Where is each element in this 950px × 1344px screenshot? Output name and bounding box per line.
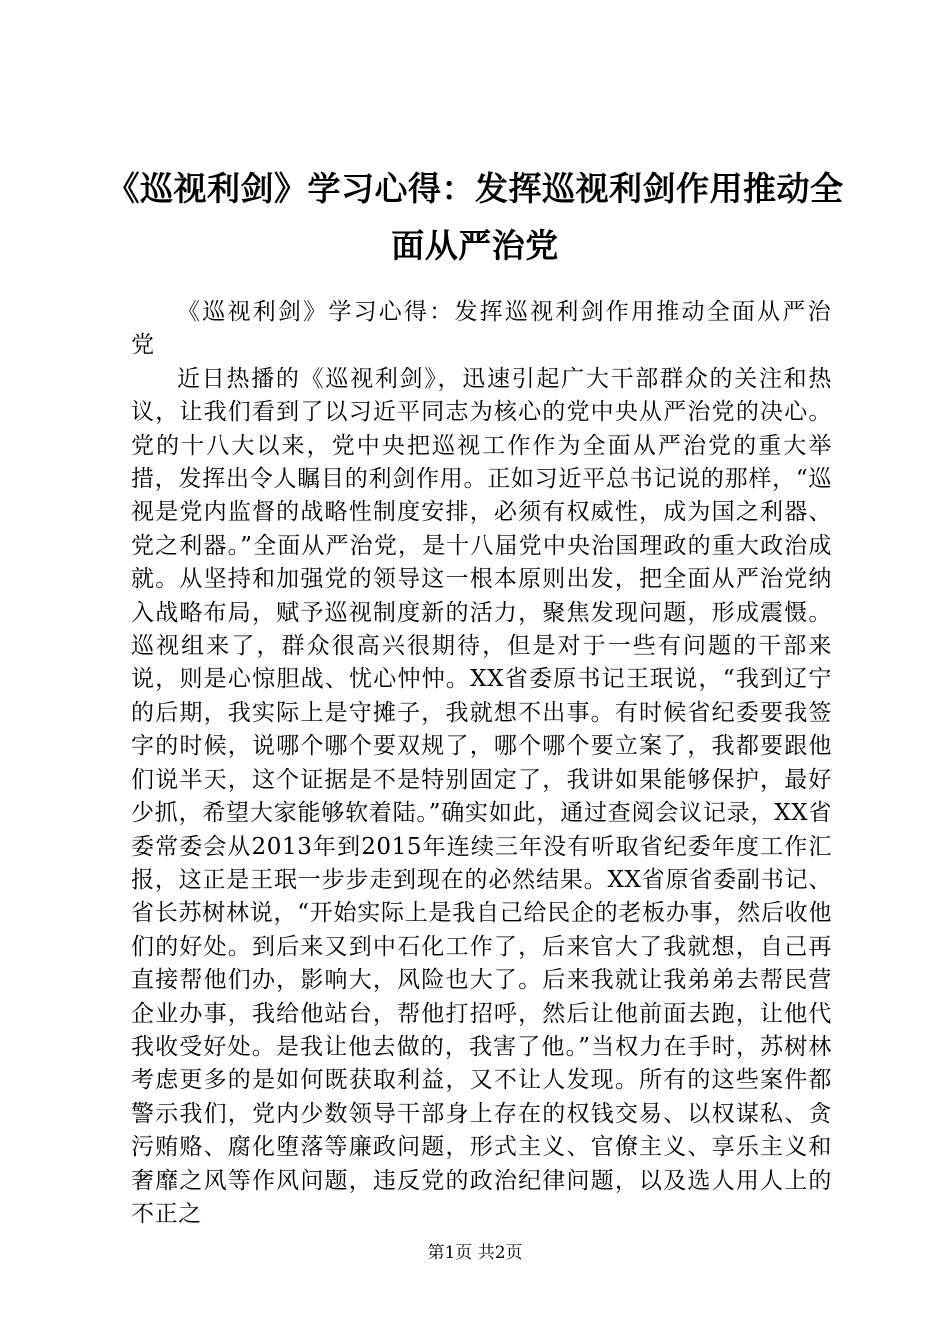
body-paragraph: 近日热播的《巡视利剑》，迅速引起广大干部群众的关注和热议，让我们看到了以习近平同志为核心的党中央从严治党的决心。党的十八大以来，党中央把巡视工作作为全面从严治党的重大举措，发挥出令人瞩目的利剑作用。正如习近平总书记说的那样，“巡视是党内监督的战略性制度安排，必须有权威性，成为国之利器、党之利器。”全面从严治党，是十八届党中央治国理政的重大政治成就。从坚持和加强党的领导这一根本原则出发，把全面从严治党纳入战略布局，赋予巡视制度新的活力，聚焦发现问题，形成震慑。巡视组来了，群众很高兴很期待，但是对于一些有问题的干部来说，则是心惊胆战、忧心忡忡。XX省委原书记王珉说，“我到辽宁的后期，我实际上是守摊子，我就想不出事。有时候省纪委要我签字的时候，说哪个哪个要双规了，哪个哪个要立案了，我都要跟他们说半天，这个证据是不是特别固定了，我讲如果能够保护，最好少抓，希望大家能够软着陆。”确实如此，通过查阅会议记录，XX省委常委会从2013年到2015年连续三年没有听取省纪委年度工作汇报，这正是王珉一步步走到现在的必然结果。XX省原省委副书记、省长苏树林说，“开始实际上是我自己给民企的老板办事，然后收他们的好处。到后来又到中石化工作了，后来官大了我就想，自己再直接帮他们办，影响大，风险也大了。后来我就让我弟弟去帮民营企业办事，我给他站台，帮他打招呼，然后让他前面去跑，让他代我收受好处。是我让他去做的，我害了他。”当权力在手时，苏树林考虑更多的是如何既获取利益，又不让人发现。所有的这些案件都警示我们，党内少数领导干部身上存在的权钱交易、以权谋私、贪污贿赂、腐化堕落等廉政问题，形式主义、官僚主义、享乐主义和奢靡之风等作风问题，违反党的政治纪律问题，以及选人用人上的不正之 [131,365,832,1227]
page-number-footer: 第1页 共2页 [427,1243,523,1263]
body-paragraph-heading: 《巡视利剑》学习心得：发挥巡视利剑作用推动全面从严治党 [131,299,832,359]
document-title: 《巡视利剑》学习心得：发挥巡视利剑作用推动全面从严治党 [106,169,844,265]
document-body [131,296,832,1231]
